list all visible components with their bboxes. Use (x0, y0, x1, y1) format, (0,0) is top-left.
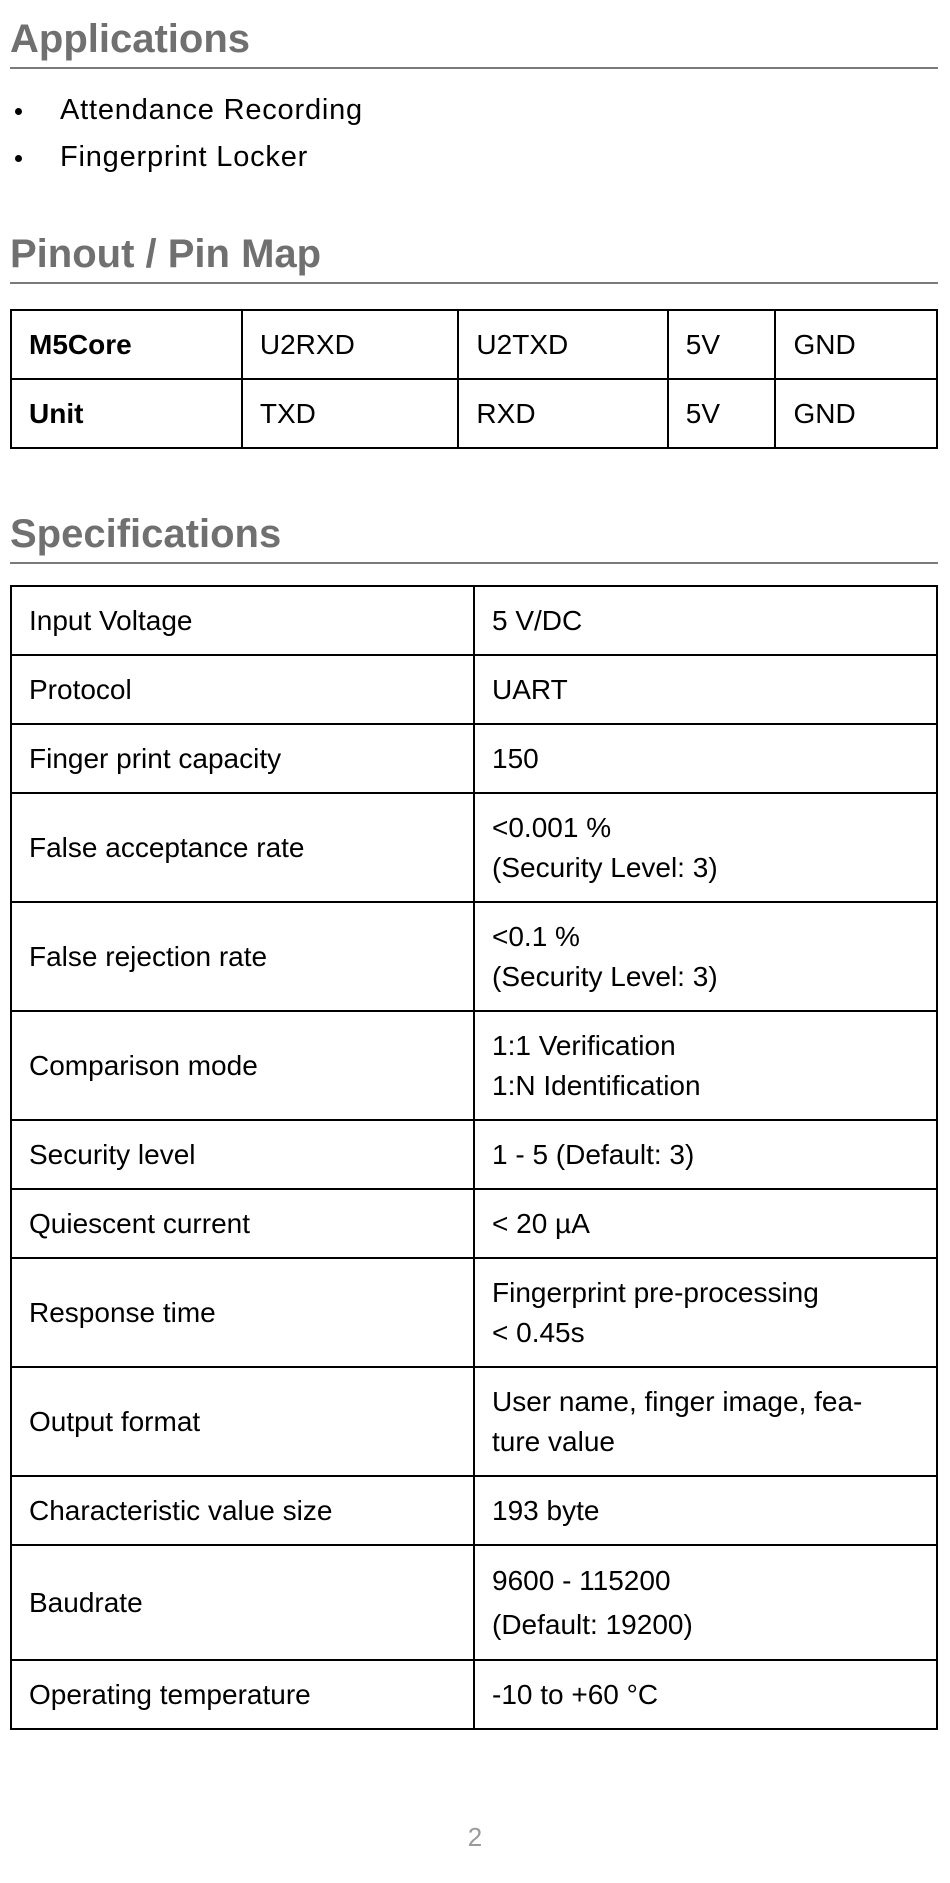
pinout-heading: Pinout / Pin Map (10, 232, 938, 284)
table-row (11, 655, 937, 724)
table-cell: GND (775, 379, 937, 448)
spec-value: 9600 - 115200 (Default: 19200) (474, 1545, 937, 1660)
row-label: M5Core (11, 310, 242, 379)
table-row (11, 724, 937, 793)
table-row (11, 1660, 937, 1729)
specifications-heading: Specifications (10, 512, 938, 564)
spec-value: <0.1 % (Security Level: 3) (474, 902, 937, 1011)
table-row (11, 793, 937, 902)
list-item: Fingerprint Locker (10, 139, 363, 186)
spec-value: 150 (474, 724, 937, 793)
page-number: 2 (467, 1822, 483, 1852)
spec-value: < 20 µA (474, 1189, 937, 1258)
spec-value: <0.001 % (Security Level: 3) (474, 793, 937, 902)
table-cell: 5V (668, 379, 776, 448)
table-row (11, 1367, 937, 1476)
bullet-icon (15, 108, 22, 115)
table-row (11, 379, 937, 448)
table-cell: U2RXD (242, 310, 459, 379)
spec-name: Quiescent current (11, 1189, 474, 1258)
spec-name: Operating temperature (11, 1660, 474, 1729)
spec-value: UART (474, 655, 937, 724)
spec-name: Comparison mode (11, 1011, 474, 1120)
table-row (11, 1476, 937, 1545)
table-row (11, 586, 937, 655)
table-row (11, 1189, 937, 1258)
spec-value: 1:1 Verification 1:N Identification (474, 1011, 937, 1120)
spec-name: Baudrate (11, 1545, 474, 1660)
spec-value: 193 byte (474, 1476, 937, 1545)
table-row (11, 1545, 937, 1660)
spec-value: -10 to +60 °C (474, 1660, 937, 1729)
spec-name: Security level (11, 1120, 474, 1189)
spec-value: 1 - 5 (Default: 3) (474, 1120, 937, 1189)
table-row (11, 1120, 937, 1189)
spec-name: False acceptance rate (11, 793, 474, 902)
spec-value: Fingerprint pre-processing < 0.45s (474, 1258, 937, 1367)
applications-list (10, 92, 363, 186)
table-row (11, 1011, 937, 1120)
applications-heading: Applications (10, 17, 938, 69)
spec-name: Output format (11, 1367, 474, 1476)
table-cell: U2TXD (458, 310, 667, 379)
bullet-icon (15, 155, 22, 162)
table-row (11, 1258, 937, 1367)
spec-name: Input Voltage (11, 586, 474, 655)
table-cell: 5V (668, 310, 776, 379)
table-row (11, 310, 937, 379)
specifications-table (10, 585, 938, 1730)
spec-value: User name, finger image, fea- ture value (474, 1367, 937, 1476)
row-label: Unit (11, 379, 242, 448)
spec-name: Protocol (11, 655, 474, 724)
table-cell: RXD (458, 379, 667, 448)
spec-name: Finger print capacity (11, 724, 474, 793)
spec-value: 5 V/DC (474, 586, 937, 655)
spec-name: False rejection rate (11, 902, 474, 1011)
list-item: Attendance Recording (10, 92, 363, 139)
table-cell: GND (775, 310, 937, 379)
spec-name: Response time (11, 1258, 474, 1367)
spec-name: Characteristic value size (11, 1476, 474, 1545)
table-cell: TXD (242, 379, 459, 448)
table-row (11, 902, 937, 1011)
pinout-table (10, 309, 938, 449)
